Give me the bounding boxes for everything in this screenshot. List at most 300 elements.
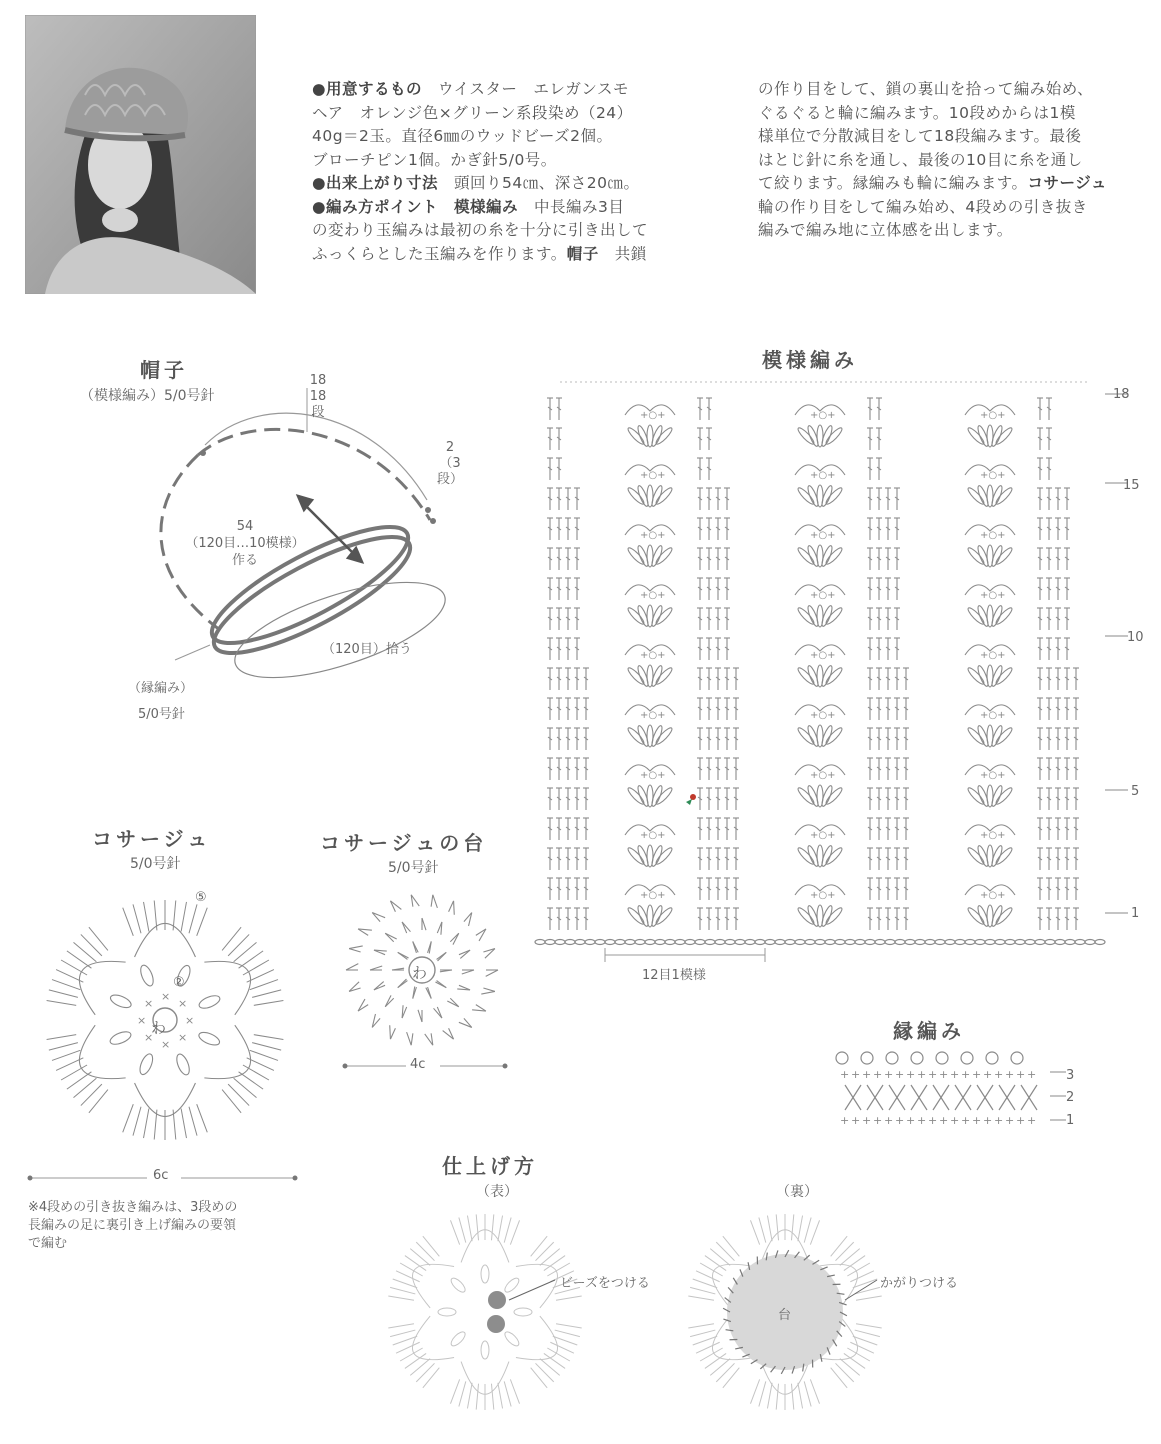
chain-stitch xyxy=(665,940,675,945)
corsage-note-2: 長編みの足に裏引き上げ編みの要領 xyxy=(28,1218,237,1233)
sc-row: +○+ xyxy=(810,710,836,721)
chain-stitch xyxy=(985,940,995,945)
picot xyxy=(861,1052,873,1064)
front-inner-puff xyxy=(438,1308,456,1316)
sc-row: +○+ xyxy=(810,830,836,841)
back-petal-stitch xyxy=(840,1359,860,1376)
chain-stitch xyxy=(845,940,855,945)
chain-stitch xyxy=(565,940,575,945)
base-treble xyxy=(483,988,495,991)
sc-row: +○+ xyxy=(980,470,1006,481)
back-petal-stitch xyxy=(831,1368,847,1388)
chain-stitch xyxy=(855,940,865,945)
petal-treble xyxy=(133,1107,141,1136)
petal-treble xyxy=(173,900,176,930)
petal-puff xyxy=(174,1052,192,1076)
front-petal-stitch xyxy=(540,1249,560,1266)
back-petal-stitch xyxy=(688,1296,714,1300)
front-petal-outline xyxy=(412,1316,454,1360)
base-subtitle: 5/0号針 xyxy=(388,860,439,876)
front-petal-stitch xyxy=(450,1220,459,1244)
front-petal-stitch xyxy=(423,1368,439,1388)
hat-top-2: 18 xyxy=(309,389,327,404)
petal-treble xyxy=(133,904,141,933)
sc-row: +○+ xyxy=(640,770,666,781)
back-petal-stitch xyxy=(804,1381,811,1406)
rose-leaf xyxy=(686,799,692,805)
sc-row: +○+ xyxy=(810,890,836,901)
back-petal-stitch xyxy=(690,1330,715,1337)
base-treble xyxy=(431,895,433,907)
pattern-repeat-label: 12目1模様 xyxy=(642,968,706,983)
base-treble xyxy=(411,1033,413,1045)
edging-sc-3: + xyxy=(895,1068,905,1081)
hat-top-label xyxy=(304,373,332,421)
petal-puff xyxy=(137,1052,155,1076)
petal-treble xyxy=(222,1090,241,1113)
back-petal-stitch xyxy=(767,1216,772,1242)
chain-stitch xyxy=(685,940,695,945)
corsage-title: コサージュ xyxy=(92,827,212,851)
intro-col1-text-8: 共鎖 xyxy=(598,244,647,263)
sc-row: +○+ xyxy=(640,830,666,841)
petal-treble xyxy=(49,990,78,998)
sc-row: +○+ xyxy=(810,530,836,541)
front-petal-stitch xyxy=(498,1383,503,1409)
edging-sc-3: + xyxy=(1027,1068,1037,1081)
base-treble-inc xyxy=(453,933,459,944)
chain-stitch xyxy=(905,940,915,945)
sc-stitch: × xyxy=(177,1030,188,1044)
base-treble xyxy=(459,950,470,955)
sc-row: +○+ xyxy=(640,650,666,661)
front-petal-stitch xyxy=(504,1381,511,1406)
front-petal-stitch xyxy=(390,1287,415,1294)
chain-stitch xyxy=(865,940,875,945)
chain-stitch xyxy=(595,940,605,945)
back-petal-stitch xyxy=(688,1324,714,1328)
chain-stitch xyxy=(1085,940,1095,945)
front-petal-stitch xyxy=(410,1249,430,1266)
back-petal-stitch xyxy=(804,1218,811,1243)
front-inner-puff xyxy=(449,1276,467,1294)
edging-sc-1: + xyxy=(961,1114,971,1127)
sc-stitch: × xyxy=(177,997,188,1011)
chain-stitch xyxy=(925,940,935,945)
front-petal-stitch xyxy=(390,1330,415,1337)
petal-treble xyxy=(228,934,249,955)
edging-sc-3: + xyxy=(851,1068,861,1081)
chain-stitch xyxy=(795,940,805,945)
corsage-mark-2: ② xyxy=(173,975,185,990)
hat-side-label xyxy=(435,440,465,488)
chain-stitch xyxy=(825,940,835,945)
base-treble-inc xyxy=(460,950,470,958)
hat-title: 帽子 xyxy=(140,358,188,382)
back-petal-stitch xyxy=(723,1236,739,1256)
chain-stitch xyxy=(545,940,555,945)
petal-treble xyxy=(49,1043,78,1051)
sc-row: +○+ xyxy=(980,890,1006,901)
front-inner-puff xyxy=(449,1330,467,1348)
chain-stitch xyxy=(745,940,755,945)
front-petal-stitch xyxy=(491,1214,493,1240)
intro-col2-line-0: の作り目をして、鎖の裏山を拾って編み始め、 xyxy=(758,80,1094,98)
chain-stitch xyxy=(645,940,655,945)
picot xyxy=(911,1052,923,1064)
sc-row: +○+ xyxy=(810,410,836,421)
attach-leader xyxy=(845,1280,877,1300)
hat-pick-label: （120目）拾う xyxy=(322,642,412,657)
base-treble-inc xyxy=(434,1008,442,1018)
edging-sc-3: + xyxy=(1005,1068,1015,1081)
edging-sc-1: + xyxy=(928,1114,938,1127)
base-treble-inc xyxy=(398,979,407,988)
chain-stitch xyxy=(1005,940,1015,945)
sc-row: +○+ xyxy=(640,410,666,421)
edging-chart xyxy=(830,1050,1080,1130)
petal-treble xyxy=(123,908,134,936)
edging-sc-3: + xyxy=(917,1068,927,1081)
back-petal-stitch xyxy=(710,1359,730,1376)
front-petal-outline xyxy=(516,1264,558,1308)
chain-stitch xyxy=(915,940,925,945)
sc-row: +○+ xyxy=(640,890,666,901)
corsage-note xyxy=(28,1199,237,1253)
edging-row-2: 2 xyxy=(1066,1090,1075,1105)
edging-sc-3: + xyxy=(873,1068,883,1081)
base-treble-inc xyxy=(481,991,495,994)
chain-stitch xyxy=(965,940,975,945)
base-treble-inc xyxy=(385,933,396,939)
back-petal-stitch xyxy=(791,1384,793,1410)
petal-treble xyxy=(222,927,241,950)
petal-puff xyxy=(197,1030,221,1048)
chain-stitch xyxy=(805,940,815,945)
sc-stitch: × xyxy=(144,1030,154,1044)
bead-2 xyxy=(487,1315,505,1333)
base-treble xyxy=(374,985,385,990)
chain-stitch xyxy=(625,940,635,945)
back-petal-stitch xyxy=(810,1379,819,1403)
edging-sc-1: + xyxy=(917,1114,927,1127)
row-label-1: 1 xyxy=(1131,906,1140,921)
back-petal-stitch xyxy=(776,1214,778,1240)
edging-sc-1: + xyxy=(939,1114,949,1127)
chain-stitch xyxy=(695,940,705,945)
base-treble xyxy=(349,949,361,952)
rose-mark xyxy=(690,794,696,800)
model-photo xyxy=(25,15,256,294)
bead-1 xyxy=(488,1291,506,1309)
back-petal-stitch xyxy=(856,1296,882,1300)
chain-stitch xyxy=(585,940,595,945)
edging-sc-1: + xyxy=(1005,1114,1015,1127)
picot xyxy=(936,1052,948,1064)
base-treble-inc xyxy=(374,982,384,990)
petal-outline xyxy=(204,1025,250,1078)
row-label-15: 15 xyxy=(1123,478,1140,493)
front-inner-puff xyxy=(503,1330,521,1348)
petal-treble xyxy=(47,1035,77,1040)
intro-col1-text-1: ヘア オレンジ色×グリーン系段染め（24） xyxy=(312,103,633,122)
front-petal-stitch xyxy=(510,1379,519,1403)
back-petal-stitch xyxy=(759,1218,766,1243)
petal-puff xyxy=(138,963,156,987)
edging-sc-3: + xyxy=(939,1068,949,1081)
chain-stitch xyxy=(975,940,985,945)
sc-row: +○+ xyxy=(810,650,836,661)
sc-row: +○+ xyxy=(640,470,666,481)
corsage-note-3: で編む xyxy=(28,1236,68,1251)
front-petal-stitch xyxy=(467,1383,472,1409)
corsage-note-1: ※4段めの引き抜き編みは、3段めの xyxy=(28,1200,238,1215)
intro-col2-line-5: コサージュ xyxy=(1027,174,1107,192)
front-petal-stitch xyxy=(540,1359,560,1376)
back-petal-stitch xyxy=(690,1287,715,1294)
front-petal-stitch xyxy=(410,1359,430,1376)
finish-base-label: 台 xyxy=(778,1308,792,1323)
chain-stitch xyxy=(715,940,725,945)
sc-row: +○+ xyxy=(810,590,836,601)
sc-row: +○+ xyxy=(810,470,836,481)
petal-treble xyxy=(81,934,102,955)
back-petal-stitch xyxy=(710,1249,730,1266)
front-inner-puff xyxy=(503,1276,521,1294)
back-petal-stitch xyxy=(798,1383,803,1409)
petal-treble xyxy=(144,902,149,932)
front-petal-stitch xyxy=(535,1363,553,1382)
edging-sc-1: + xyxy=(895,1114,905,1127)
back-petal-stitch xyxy=(831,1236,847,1256)
back-petal-stitch xyxy=(723,1368,739,1388)
hat-center-label xyxy=(165,518,325,569)
petal-treble xyxy=(247,970,274,983)
corsage-center: わ xyxy=(151,1019,167,1037)
back-petal-stitch xyxy=(798,1216,803,1242)
edging-sc-1: + xyxy=(950,1114,960,1127)
edging-sc-1: + xyxy=(840,1114,850,1127)
row-label-5: 5 xyxy=(1131,784,1140,799)
corsage-size: 6c xyxy=(153,1168,169,1183)
base-treble-inc xyxy=(438,952,447,961)
base-treble xyxy=(449,901,454,912)
petal-treble xyxy=(197,908,208,936)
back-petal-stitch xyxy=(840,1249,860,1266)
petal-treble xyxy=(197,1104,208,1132)
intro-col1-text-2: 40g＝2玉。直径6㎜のウッドビーズ2個。 xyxy=(312,127,613,145)
chain-stitch xyxy=(835,940,845,945)
sc-row: +○+ xyxy=(980,830,1006,841)
edging-sc-1: + xyxy=(972,1114,982,1127)
chain-stitch xyxy=(1045,940,1055,945)
edging-sc-3: + xyxy=(994,1068,1004,1081)
back-petal-stitch xyxy=(855,1287,880,1294)
petal-treble xyxy=(228,1084,249,1105)
sc-row: +○+ xyxy=(640,710,666,721)
back-petal-stitch xyxy=(716,1363,734,1382)
hat-edge-label-2: 5/0号針 xyxy=(138,707,185,722)
intro-col2-line-3: はとじ針に糸を通し、最後の10目に糸を通し xyxy=(758,150,1083,169)
front-petal-stitch xyxy=(510,1220,519,1244)
sc-stitch: × xyxy=(161,990,171,1003)
front-petal-stitch xyxy=(531,1368,547,1388)
back-petal-stitch xyxy=(855,1330,880,1337)
front-petal-stitch xyxy=(450,1379,459,1403)
intro-col2-line-2: 様単位で分散減目をして18段編みます。最後 xyxy=(758,127,1082,145)
sc-stitch: × xyxy=(137,1014,147,1027)
petal-treble xyxy=(56,1058,83,1071)
corsage-subtitle: 5/0号針 xyxy=(130,856,181,872)
row-label-18: 18 xyxy=(1113,387,1130,402)
chain-stitch xyxy=(1075,940,1085,945)
chain-stitch xyxy=(995,940,1005,945)
base-treble-inc xyxy=(462,970,474,974)
base-treble-inc xyxy=(402,922,410,932)
petal-treble xyxy=(56,970,83,983)
sc-row: +○+ xyxy=(980,530,1006,541)
edging-sc-1: + xyxy=(906,1114,916,1127)
hat-center-2: （120目…10模様） xyxy=(185,536,305,551)
chain-stitch xyxy=(575,940,585,945)
sc-row: +○+ xyxy=(640,590,666,601)
intro-col1 xyxy=(312,78,712,266)
hat-center-1: 54 xyxy=(236,519,254,534)
petal-treble xyxy=(254,1035,284,1040)
base-treble-inc xyxy=(390,1025,391,1039)
chain-stitch xyxy=(765,940,775,945)
finish-title: 仕上げ方 xyxy=(442,1154,538,1178)
hat-subtitle: （模様編み）5/0号針 xyxy=(80,388,215,404)
chain-stitch xyxy=(755,940,765,945)
chain-stitch xyxy=(895,940,905,945)
hat-center-3: 作る xyxy=(231,553,258,568)
edging-sc-3: + xyxy=(928,1068,938,1081)
edging-sc-3: + xyxy=(972,1068,982,1081)
front-petal-stitch xyxy=(476,1214,478,1240)
front-petal-stitch xyxy=(504,1218,511,1243)
chain-stitch xyxy=(1025,940,1035,945)
hat-top-3: 段 xyxy=(311,405,325,420)
edging-sc-1: + xyxy=(862,1114,872,1127)
base-treble xyxy=(402,922,407,933)
base-treble xyxy=(437,1007,442,1018)
sc-row: +○+ xyxy=(810,770,836,781)
base-treble-inc xyxy=(385,995,391,1006)
back-petal-stitch xyxy=(791,1214,793,1240)
base-treble-inc xyxy=(418,1010,422,1022)
picot xyxy=(836,1052,848,1064)
base-treble-inc xyxy=(447,1001,458,1007)
sc-stitch: × xyxy=(185,1014,195,1027)
intro-col1-text-7: ふっくらとした玉編みを作ります。 xyxy=(312,244,567,263)
chain-stitch xyxy=(555,940,565,945)
hat-edge-label-1: （縁編み） xyxy=(128,681,194,696)
edging-sc-3: + xyxy=(983,1068,993,1081)
finish-back-label: （裏） xyxy=(776,1184,818,1200)
petal-treble xyxy=(181,1109,186,1139)
edging-sc-3: + xyxy=(862,1068,872,1081)
base-title: コサージュの台 xyxy=(320,831,488,855)
front-petal-stitch xyxy=(423,1236,439,1256)
intro-col1-bold-5: ●編み方ポイント 模様編み xyxy=(312,197,519,216)
petal-treble xyxy=(154,1110,157,1140)
intro-col1-text-3: ブローチピン1個。かぎ針5/0号。 xyxy=(312,150,557,169)
edging-sc-3: + xyxy=(950,1068,960,1081)
edging-sc-1: + xyxy=(884,1114,894,1127)
pattern-chart xyxy=(530,370,1160,990)
back-petal-stitch xyxy=(716,1242,734,1261)
petal-treble xyxy=(52,980,80,990)
chain-stitch xyxy=(675,940,685,945)
base-center: わ xyxy=(412,964,428,982)
intro-col2-line-7: 編みで編み地に立体感を出します。 xyxy=(758,221,1013,239)
edging-sc-3: + xyxy=(906,1068,916,1081)
front-petal-stitch xyxy=(498,1216,503,1242)
petal-outline xyxy=(79,961,125,1014)
finish-front-label: （表） xyxy=(476,1184,518,1200)
petal-treble xyxy=(250,1050,278,1060)
front-petal-outline xyxy=(412,1264,454,1308)
front-petal-stitch xyxy=(416,1363,434,1382)
petal-puff xyxy=(109,992,133,1010)
base-treble-inc xyxy=(435,982,446,988)
petal-treble xyxy=(250,980,278,990)
row-label-10: 10 xyxy=(1127,630,1144,645)
base-treble-inc xyxy=(486,970,498,976)
petal-treble xyxy=(47,1000,77,1005)
front-inner-puff xyxy=(514,1308,532,1316)
sc-row: +○+ xyxy=(980,710,1006,721)
chain-stitch xyxy=(1095,940,1105,945)
chain-stitch xyxy=(945,940,955,945)
front-petal-stitch xyxy=(416,1242,434,1261)
chain-stitch xyxy=(935,940,945,945)
back-petal-stitch xyxy=(759,1381,766,1406)
base-treble-inc xyxy=(407,1032,412,1045)
intro-col2-line-4: て絞ります。縁編みも輪に編みます。 xyxy=(758,174,1028,192)
sc-row: +○+ xyxy=(980,770,1006,781)
chain-stitch xyxy=(785,940,795,945)
petal-treble xyxy=(73,1078,96,1097)
edging-sc-1: + xyxy=(994,1114,1004,1127)
intro-col2 xyxy=(758,78,1153,243)
petal-treble xyxy=(252,990,281,998)
chain-stitch xyxy=(815,940,825,945)
petal-treble xyxy=(173,1110,176,1140)
sc-row: +○+ xyxy=(980,410,1006,421)
chain-stitch xyxy=(605,940,615,945)
petal-treble xyxy=(234,1078,257,1097)
front-petal-stitch xyxy=(556,1324,582,1328)
petal-treble xyxy=(234,942,257,961)
chain-stitch xyxy=(1015,940,1025,945)
front-petal-stitch xyxy=(388,1296,414,1300)
edging-sc-1: + xyxy=(873,1114,883,1127)
base-treble xyxy=(390,1028,395,1039)
front-petal-stitch xyxy=(476,1384,478,1410)
intro-col1-text-4: 頭回り54㎝、深さ20㎝。 xyxy=(438,174,640,192)
corsage-mark-5: ⑤ xyxy=(195,890,207,905)
edging-sc-3: + xyxy=(840,1068,850,1081)
base-treble-inc xyxy=(422,918,426,930)
front-petal-stitch xyxy=(556,1296,582,1300)
front-petal-stitch xyxy=(388,1324,414,1328)
edging-sc-3: + xyxy=(884,1068,894,1081)
front-inner-puff xyxy=(481,1341,489,1359)
petal-treble xyxy=(52,1050,80,1060)
pattern-title: 模様編み xyxy=(762,348,858,372)
